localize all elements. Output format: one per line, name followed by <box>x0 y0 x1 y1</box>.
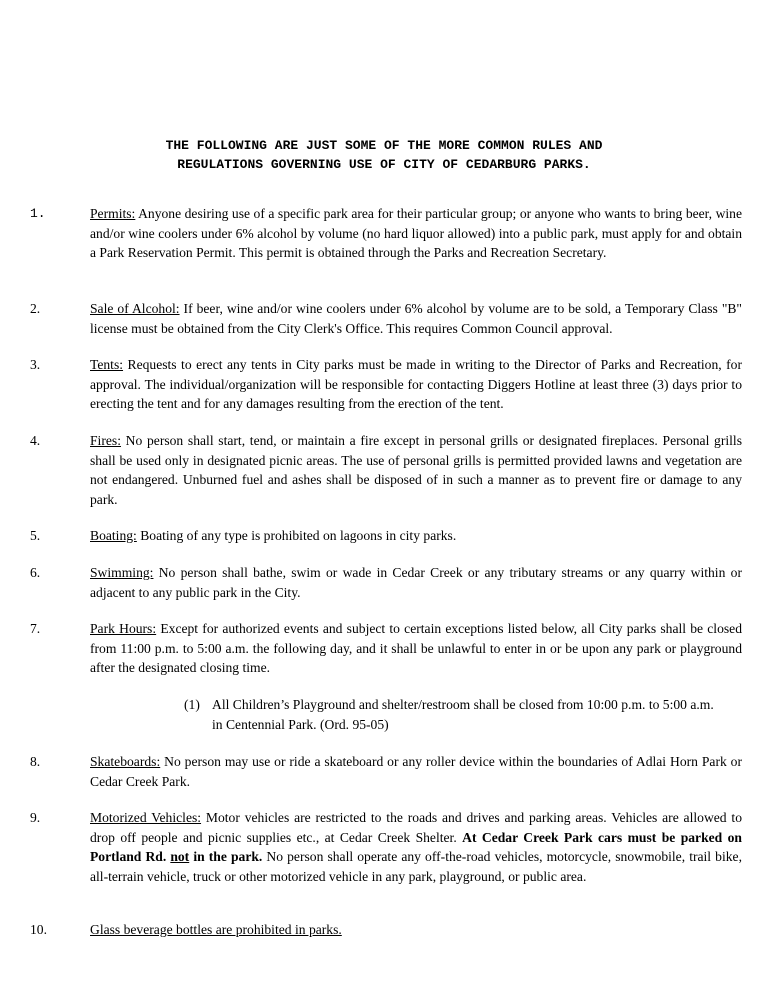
rule-body <box>90 299 742 338</box>
rule-number: 8. <box>30 754 41 769</box>
rule-title: Fires: <box>90 433 121 448</box>
subrule-line-2: in Centennial Park. (Ord. 95-05) <box>212 716 389 732</box>
subrule-line-1 <box>184 695 744 715</box>
rule-number: 7. <box>30 621 41 636</box>
rule-number: 4. <box>30 433 41 448</box>
rule-body <box>90 808 742 886</box>
rule-title: Boating: <box>90 528 137 543</box>
rule-text: Requests to erect any tents in City parks must be made in writing to the Director of Parks and Recreation, for approval. The individual/organization will be responsible for contacting Diggers Hotline at least three (3) days prior to erecting the tent and for any damages resulting from the erection of the tent. <box>90 357 742 411</box>
rule-number: 1. <box>30 206 46 221</box>
rule-bold-underline: not <box>170 849 190 864</box>
rule-text: No person may use or ride a skateboard or any roller device within the boundaries of Adlai Horn Park or Cedar Creek Park. <box>90 754 742 789</box>
rule-text: Boating of any type is prohibited on lagoons in city parks. <box>136 528 457 543</box>
rule-title: Park Hours: <box>90 621 157 636</box>
subrule-text-1: All Children’s Playground and shelter/restroom shall be closed from 10:00 p.m. to 5:00 a.m. <box>212 697 714 712</box>
rule-body <box>90 355 742 414</box>
heading-line-2: REGULATIONS GOVERNING USE OF CITY OF CEDARBURG PARKS. <box>177 157 591 172</box>
rule-body <box>90 619 742 678</box>
rule-number: 9. <box>30 810 41 825</box>
rule-text: Anyone desiring use of a specific park area for their particular group; or anyone who wants to bring beer, wine and/or wine coolers under 6% alcohol by volume (no hard liquor allowed) into a public park, must apply for and obtain a Park Reservation Permit. This permit is obtained through the Parks and Recreation Secretary. <box>90 206 742 260</box>
rule-body <box>90 752 742 791</box>
subrule <box>184 695 744 734</box>
document-heading <box>0 136 768 174</box>
rule-text: Glass beverage bottles are prohibited in parks. <box>90 922 342 937</box>
rule-title: Skateboards: <box>90 754 161 769</box>
rule-title: Permits: <box>90 206 136 221</box>
rule-body <box>90 526 742 546</box>
rule-number: 5. <box>30 528 41 543</box>
rule-text-a: Motor vehicles are restricted to the roads and drives and parking areas. Vehicles are allowed to drop off people and picnic supplies etc., at Cedar Creek Shelter. <box>90 810 742 845</box>
rule-bold-b: in the park. <box>189 849 263 864</box>
rule-text: If beer, wine and/or wine coolers under 6% alcohol by volume are to be sold, a Temporary Class "B" license must be obtained from the City Clerk's Office. This requires Common Council approval. <box>90 301 742 336</box>
rule-title: Sale of Alcohol: <box>90 301 180 316</box>
rule-text: No person shall start, tend, or maintain a fire except in personal grills or designated fireplaces. Personal grills shall be used only in designated picnic areas. The use of personal grills is permitted provided lawns and vegetation are not endangered. Unburned fuel and ashes shall be disposed of in such a manner as to prevent fire or damage to any park. <box>90 433 742 507</box>
rule-number: 6. <box>30 565 41 580</box>
rule-text: No person shall bathe, swim or wade in Cedar Creek or any tributary streams or any quarry within or adjacent to any public park in the City. <box>90 565 742 600</box>
rule-body <box>90 920 742 940</box>
rule-bold-a: At Cedar Creek Park cars must be parked on Portland Rd. <box>90 829 742 864</box>
rule-number: 2. <box>30 301 41 316</box>
subrule-marker: (1) <box>184 697 200 712</box>
rule-number: 3. <box>30 357 41 372</box>
rule-body <box>90 204 742 263</box>
rule-title: Motorized Vehicles: <box>90 810 202 825</box>
heading-line-1: THE FOLLOWING ARE JUST SOME OF THE MORE COMMON RULES AND <box>165 138 603 153</box>
rule-number: 10. <box>30 922 47 937</box>
rule-body <box>90 431 742 509</box>
rule-body <box>90 563 742 602</box>
rule-text-b: No person shall operate any off-the-road vehicles, motorcycle, snowmobile, trail bike, all-terrain vehicle, truck or other motorized vehicle in any park, playground, or public area. <box>90 849 742 884</box>
rule-title: Tents: <box>90 357 124 372</box>
rule-title: Swimming: <box>90 565 154 580</box>
rule-text: Except for authorized events and subject to certain exceptions listed below, all City parks shall be closed from 11:00 p.m. to 5:00 a.m. the following day, and it shall be unlawful to enter in or be upon any park or playground after the designated closing time. <box>90 621 742 675</box>
